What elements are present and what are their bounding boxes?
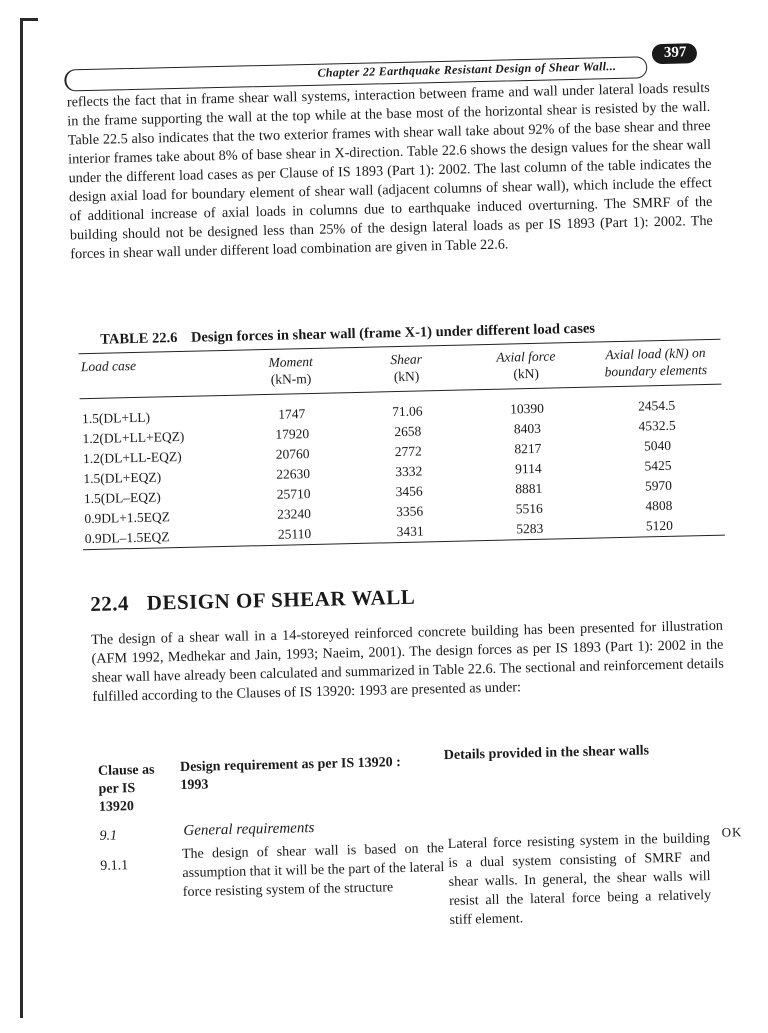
intro-paragraph: reflects the fact that in frame shear wall systems, interaction between frame and wall under lateral loads results in the frame supporting the wall at the top while at the base most of the horizontal shear is resisted by the wall. Table 22.5 also indicates that the two exterior frames with shear wall take about 92% of the base shear and three interior frames take about 8% of base shear in X-direction. Table 22.6 shows the design values for the shear wall under the different load cases as per Clause of IS 1893 (Part 1): 2002. The last column of the table indicates the design axial load for boundary element of shear wall (adjacent columns of shear wall), which include the effect of additional increase of axial loads in columns due to earthquake induced overturning. The SMRF of the building should not be designed less than 25% of the design lateral loads as per IS 1893 (Part 1): 2002. The forces in shear wall under different load combination are given in Table 22.6.: [66, 79, 713, 263]
table-row: 1.5(DL+EQZ) 22630 3332 9114 5425: [83, 457, 672, 487]
clause-number-9-1: 9.1: [99, 828, 118, 844]
table-row: 0.9DL–1.5EQZ 25110 3431 5283 5120: [83, 515, 725, 550]
section-heading: [90, 585, 415, 617]
details-text: Lateral force resisting system in the building is a dual system consisting of SMRF and shear walls. In general, the shear walls will resist all the lateral force being a relatively stiff element.: [447, 831, 712, 928]
table-number: TABLE 22.6: [100, 330, 178, 348]
col-header-shear: Shear (kN): [390, 351, 423, 385]
col-header-load-case: Load case: [80, 357, 137, 375]
ok-status: OK: [721, 824, 743, 840]
clause-number-9-1-1: 9.1.1: [100, 858, 129, 874]
section-title: DESIGN OF SHEAR WALL: [146, 584, 416, 615]
requirement-text: The design of shear wall is based on the assumption that it will be the part of the lateral force resisting system of the structure: [181, 841, 445, 901]
table-row: 0.9DL+1.5EQZ 23240 3356 5516 4808: [84, 497, 673, 527]
section-paragraph: The design of a shear wall in a 14-storeyed reinforced concrete building has been presented for illustration (AFM 1992, Medhekar and Jain, 1993; Naeim, 2001). The design forces as per IS 1893 (Part 1): 2002 in the shear wall have already been calculated and summarized in Table 22.6. The sectional and reinforcement details fulfilled according to the Clauses of IS 13920: 1993 are presented as under:: [90, 617, 724, 706]
requirement-column-header: Design requirement as per IS 13920 : 1993: [179, 755, 402, 794]
design-forces-table: [79, 339, 725, 551]
col-header-axial-load-boundary: Axial load (kN) on boundary elements: [604, 345, 708, 380]
clause-column-header: Clause as per IS 13920: [97, 762, 155, 815]
table-row: 1.2(DL+LL+EQZ) 17920 2658 8403 4532.5: [82, 417, 676, 447]
col-header-moment: Moment (kN-m): [268, 353, 313, 387]
running-head: Chapter 22 Earthquake Resistant Design of Shear Wall...: [317, 58, 617, 80]
table-row: 1.5(DL–EQZ) 25710 3456 8881 5970: [83, 477, 673, 507]
page-number-badge: 397: [652, 43, 697, 64]
general-requirements-title: General requirements: [183, 820, 315, 839]
table-title: Design forces in shear wall (frame X-1) under different load cases: [190, 320, 596, 346]
table-row: 1.2(DL+LL-EQZ) 20760 2772 8217 5040: [82, 437, 672, 467]
table-row: 1.5(DL+LL) 1747 71.06 10390 2454.5: [81, 397, 676, 427]
clause-requirements-table: [97, 740, 743, 928]
details-column-header: Details provided in the shear walls: [443, 743, 650, 764]
section-number: 22.4: [90, 591, 130, 617]
col-header-axial-force: Axial force (kN): [496, 348, 556, 382]
